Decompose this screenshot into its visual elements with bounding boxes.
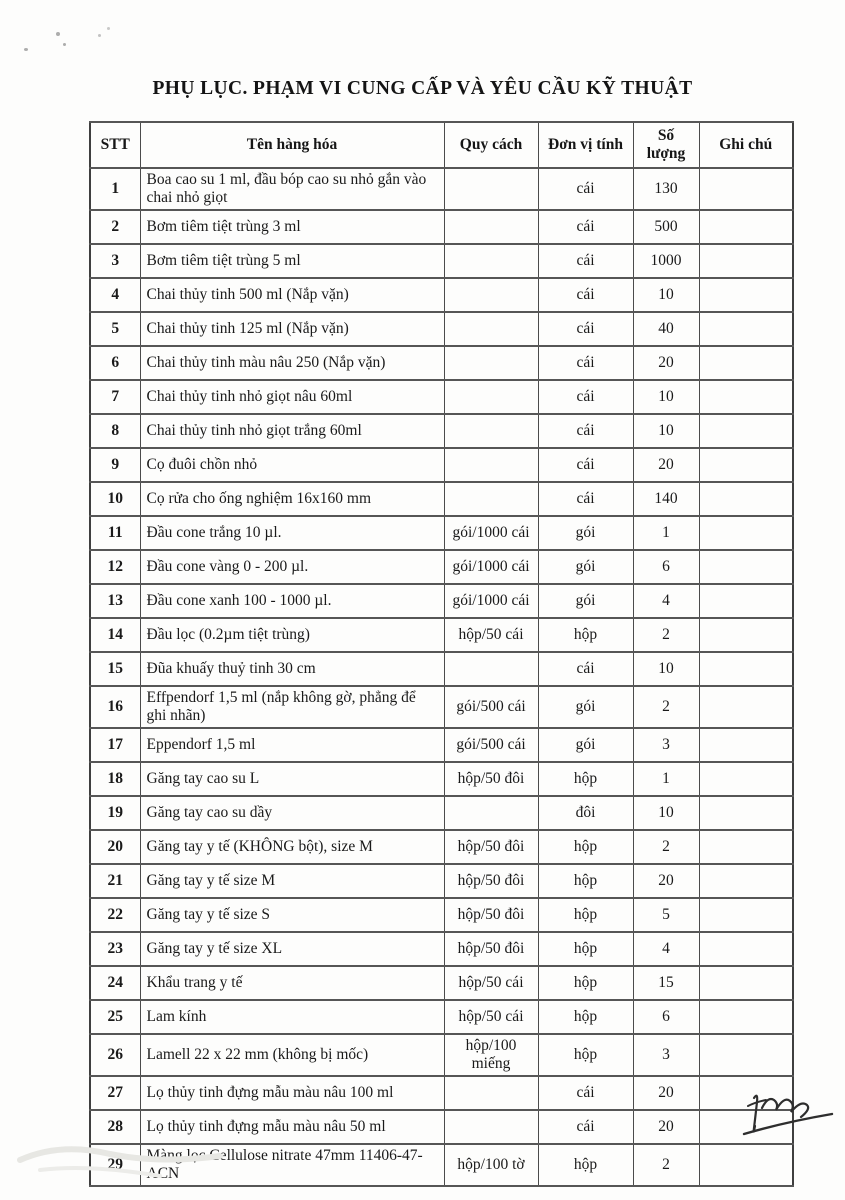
cell-unit: hộp	[538, 1144, 633, 1186]
cell-quantity: 3	[633, 1034, 699, 1076]
cell-unit: đôi	[538, 796, 633, 830]
cell-stt: 25	[90, 1000, 140, 1034]
cell-quantity: 1000	[633, 244, 699, 278]
cell-note	[699, 1034, 793, 1076]
scan-speckle	[56, 32, 60, 36]
table-row	[90, 346, 793, 380]
page-title: PHỤ LỤC. PHẠM VI CUNG CẤP VÀ YÊU CẦU KỸ THUẬT	[152, 78, 693, 99]
table-row	[90, 652, 793, 686]
table-row	[90, 898, 793, 932]
cell-item-name: Găng tay y tế size S	[140, 898, 444, 932]
cell-note	[699, 618, 793, 652]
cell-spec	[444, 210, 538, 244]
table-row	[90, 312, 793, 346]
cell-unit: gói	[538, 686, 633, 728]
cell-quantity: 130	[633, 168, 699, 210]
cell-quantity: 6	[633, 1000, 699, 1034]
cell-item-name: Màng lọc Cellulose nitrate 47mm 11406-47-ACN	[140, 1144, 444, 1186]
table-row	[90, 414, 793, 448]
cell-unit: hộp	[538, 830, 633, 864]
cell-item-name: Chai thủy tinh màu nâu 250 (Nắp vặn)	[140, 346, 444, 380]
scan-speckle	[63, 43, 66, 46]
cell-item-name: Khẩu trang y tế	[140, 966, 444, 1000]
handwritten-signature	[740, 1088, 835, 1148]
cell-spec: hộp/50 đôi	[444, 864, 538, 898]
cell-quantity: 4	[633, 932, 699, 966]
cell-unit: hộp	[538, 1000, 633, 1034]
cell-note	[699, 864, 793, 898]
table-row	[90, 550, 793, 584]
cell-note	[699, 796, 793, 830]
cell-unit: cái	[538, 346, 633, 380]
cell-item-name: Bơm tiêm tiệt trùng 5 ml	[140, 244, 444, 278]
cell-unit: gói	[538, 728, 633, 762]
cell-stt: 20	[90, 830, 140, 864]
table-row	[90, 1000, 793, 1034]
cell-spec	[444, 278, 538, 312]
table-row	[90, 278, 793, 312]
col-header-unit: Đơn vị tính	[538, 122, 633, 168]
cell-unit: hộp	[538, 1034, 633, 1076]
cell-item-name: Găng tay cao su L	[140, 762, 444, 796]
cell-item-name: Đầu cone xanh 100 - 1000 µl.	[140, 584, 444, 618]
cell-item-name: Effpendorf 1,5 ml (nắp không gờ, phẳng để ghi nhãn)	[140, 686, 444, 728]
cell-item-name: Boa cao su 1 ml, đầu bóp cao su nhỏ gắn vào chai nhỏ giọt	[140, 168, 444, 210]
table-row	[90, 1076, 793, 1110]
cell-stt: 5	[90, 312, 140, 346]
cell-item-name: Găng tay cao su dầy	[140, 796, 444, 830]
cell-quantity: 2	[633, 686, 699, 728]
cell-unit: hộp	[538, 864, 633, 898]
cell-spec	[444, 1076, 538, 1110]
cell-item-name: Găng tay y tế (KHÔNG bột), size M	[140, 830, 444, 864]
cell-note	[699, 414, 793, 448]
cell-note	[699, 584, 793, 618]
cell-spec: hộp/50 đôi	[444, 898, 538, 932]
cell-quantity: 500	[633, 210, 699, 244]
cell-quantity: 2	[633, 830, 699, 864]
table-body	[90, 168, 793, 1186]
cell-quantity: 10	[633, 652, 699, 686]
table-row	[90, 830, 793, 864]
cell-quantity: 5	[633, 898, 699, 932]
cell-item-name: Đầu lọc (0.2µm tiệt trùng)	[140, 618, 444, 652]
cell-item-name: Lọ thủy tinh đựng mẫu màu nâu 50 ml	[140, 1110, 444, 1144]
cell-quantity: 10	[633, 796, 699, 830]
table-row	[90, 380, 793, 414]
cell-unit: cái	[538, 244, 633, 278]
cell-stt: 17	[90, 728, 140, 762]
cell-spec	[444, 1110, 538, 1144]
cell-note	[699, 728, 793, 762]
cell-spec: hộp/50 cái	[444, 618, 538, 652]
table-row	[90, 168, 793, 210]
cell-item-name: Lam kính	[140, 1000, 444, 1034]
cell-stt: 6	[90, 346, 140, 380]
cell-unit: hộp	[538, 932, 633, 966]
cell-quantity: 1	[633, 762, 699, 796]
col-header-note: Ghi chú	[699, 122, 793, 168]
cell-note	[699, 550, 793, 584]
cell-quantity: 2	[633, 1144, 699, 1186]
cell-stt: 15	[90, 652, 140, 686]
cell-unit: cái	[538, 482, 633, 516]
col-header-stt: STT	[90, 122, 140, 168]
cell-stt: 18	[90, 762, 140, 796]
cell-quantity: 10	[633, 414, 699, 448]
cell-stt: 14	[90, 618, 140, 652]
cell-note	[699, 346, 793, 380]
cell-item-name: Lọ thủy tinh đựng mẫu màu nâu 100 ml	[140, 1076, 444, 1110]
table-row	[90, 244, 793, 278]
cell-note	[699, 448, 793, 482]
cell-item-name: Chai thủy tinh nhỏ giọt trắng 60ml	[140, 414, 444, 448]
cell-spec: hộp/50 cái	[444, 966, 538, 1000]
cell-quantity: 10	[633, 278, 699, 312]
table-row	[90, 618, 793, 652]
table-row	[90, 966, 793, 1000]
cell-unit: hộp	[538, 898, 633, 932]
cell-item-name: Chai thủy tinh 125 ml (Nắp vặn)	[140, 312, 444, 346]
cell-spec	[444, 796, 538, 830]
cell-stt: 22	[90, 898, 140, 932]
cell-stt: 29	[90, 1144, 140, 1186]
cell-stt: 1	[90, 168, 140, 210]
cell-quantity: 20	[633, 346, 699, 380]
table-row	[90, 932, 793, 966]
cell-spec	[444, 312, 538, 346]
cell-unit: cái	[538, 312, 633, 346]
cell-item-name: Cọ đuôi chồn nhỏ	[140, 448, 444, 482]
table-row	[90, 210, 793, 244]
cell-stt: 28	[90, 1110, 140, 1144]
table-row	[90, 1110, 793, 1144]
items-table	[89, 121, 794, 1187]
cell-note	[699, 830, 793, 864]
cell-unit: cái	[538, 168, 633, 210]
cell-item-name: Bơm tiêm tiệt trùng 3 ml	[140, 210, 444, 244]
table-row	[90, 1034, 793, 1076]
cell-stt: 8	[90, 414, 140, 448]
cell-spec: hộp/50 cái	[444, 1000, 538, 1034]
table-row	[90, 728, 793, 762]
cell-unit: gói	[538, 550, 633, 584]
cell-quantity: 20	[633, 1110, 699, 1144]
cell-quantity: 20	[633, 1076, 699, 1110]
cell-spec: gói/500 cái	[444, 728, 538, 762]
cell-item-name: Đũa khuấy thuỷ tinh 30 cm	[140, 652, 444, 686]
cell-spec	[444, 414, 538, 448]
scan-speckle	[107, 27, 110, 30]
scan-speckle	[98, 34, 101, 37]
cell-quantity: 15	[633, 966, 699, 1000]
cell-quantity: 4	[633, 584, 699, 618]
cell-spec	[444, 380, 538, 414]
cell-stt: 3	[90, 244, 140, 278]
cell-spec	[444, 482, 538, 516]
cell-unit: cái	[538, 448, 633, 482]
cell-spec: hộp/50 đôi	[444, 830, 538, 864]
cell-stt: 19	[90, 796, 140, 830]
cell-unit: hộp	[538, 618, 633, 652]
cell-item-name: Đầu cone vàng 0 - 200 µl.	[140, 550, 444, 584]
table-row	[90, 516, 793, 550]
cell-note	[699, 312, 793, 346]
cell-spec: hộp/50 đôi	[444, 762, 538, 796]
cell-unit: cái	[538, 278, 633, 312]
cell-stt: 26	[90, 1034, 140, 1076]
col-header-spec: Quy cách	[444, 122, 538, 168]
items-table-container	[89, 121, 792, 1187]
cell-unit: cái	[538, 1076, 633, 1110]
col-header-name: Tên hàng hóa	[140, 122, 444, 168]
cell-item-name: Găng tay y tế size M	[140, 864, 444, 898]
cell-unit: gói	[538, 516, 633, 550]
cell-stt: 7	[90, 380, 140, 414]
cell-note	[699, 966, 793, 1000]
cell-unit: hộp	[538, 966, 633, 1000]
cell-quantity: 20	[633, 864, 699, 898]
cell-quantity: 6	[633, 550, 699, 584]
cell-quantity: 40	[633, 312, 699, 346]
cell-spec	[444, 168, 538, 210]
cell-quantity: 10	[633, 380, 699, 414]
cell-unit: cái	[538, 210, 633, 244]
cell-quantity: 1	[633, 516, 699, 550]
table-row	[90, 762, 793, 796]
cell-item-name: Chai thủy tinh 500 ml (Nắp vặn)	[140, 278, 444, 312]
cell-unit: cái	[538, 380, 633, 414]
cell-spec: hộp/50 đôi	[444, 932, 538, 966]
cell-stt: 4	[90, 278, 140, 312]
cell-note	[699, 278, 793, 312]
cell-stt: 24	[90, 966, 140, 1000]
cell-spec: gói/1000 cái	[444, 516, 538, 550]
cell-note	[699, 898, 793, 932]
cell-note	[699, 762, 793, 796]
cell-spec	[444, 448, 538, 482]
cell-unit: hộp	[538, 762, 633, 796]
cell-item-name: Cọ rửa cho ống nghiệm 16x160 mm	[140, 482, 444, 516]
table-header-row	[90, 122, 793, 168]
cell-stt: 16	[90, 686, 140, 728]
table-row	[90, 796, 793, 830]
cell-stt: 27	[90, 1076, 140, 1110]
cell-unit: cái	[538, 1110, 633, 1144]
cell-quantity: 2	[633, 618, 699, 652]
cell-item-name: Lamell 22 x 22 mm (không bị mốc)	[140, 1034, 444, 1076]
cell-stt: 2	[90, 210, 140, 244]
table-row	[90, 584, 793, 618]
cell-unit: cái	[538, 652, 633, 686]
cell-item-name: Găng tay y tế size XL	[140, 932, 444, 966]
cell-spec	[444, 652, 538, 686]
table-row	[90, 482, 793, 516]
table-row	[90, 686, 793, 728]
cell-item-name: Đầu cone trắng 10 µl.	[140, 516, 444, 550]
cell-note	[699, 686, 793, 728]
cell-stt: 21	[90, 864, 140, 898]
cell-spec: hộp/100 tờ	[444, 1144, 538, 1186]
cell-note	[699, 516, 793, 550]
cell-stt: 12	[90, 550, 140, 584]
cell-note	[699, 210, 793, 244]
cell-stt: 9	[90, 448, 140, 482]
cell-spec: hộp/100 miếng	[444, 1034, 538, 1076]
cell-note	[699, 1144, 793, 1186]
cell-stt: 13	[90, 584, 140, 618]
cell-unit: gói	[538, 584, 633, 618]
cell-note	[699, 168, 793, 210]
cell-note	[699, 1000, 793, 1034]
cell-stt: 11	[90, 516, 140, 550]
cell-note	[699, 932, 793, 966]
cell-spec	[444, 346, 538, 380]
cell-item-name: Chai thủy tinh nhỏ giọt nâu 60ml	[140, 380, 444, 414]
cell-note	[699, 244, 793, 278]
cell-note	[699, 482, 793, 516]
cell-unit: cái	[538, 414, 633, 448]
cell-quantity: 20	[633, 448, 699, 482]
cell-stt: 10	[90, 482, 140, 516]
table-row	[90, 864, 793, 898]
cell-note	[699, 380, 793, 414]
cell-quantity: 3	[633, 728, 699, 762]
scan-speckle	[24, 48, 28, 51]
cell-note	[699, 652, 793, 686]
cell-item-name: Eppendorf 1,5 ml	[140, 728, 444, 762]
cell-quantity: 140	[633, 482, 699, 516]
table-row	[90, 448, 793, 482]
cell-spec	[444, 244, 538, 278]
cell-stt: 23	[90, 932, 140, 966]
col-header-qty: Số lượng	[633, 122, 699, 168]
cell-spec: gói/1000 cái	[444, 550, 538, 584]
cell-spec: gói/1000 cái	[444, 584, 538, 618]
table-row	[90, 1144, 793, 1186]
cell-spec: gói/500 cái	[444, 686, 538, 728]
